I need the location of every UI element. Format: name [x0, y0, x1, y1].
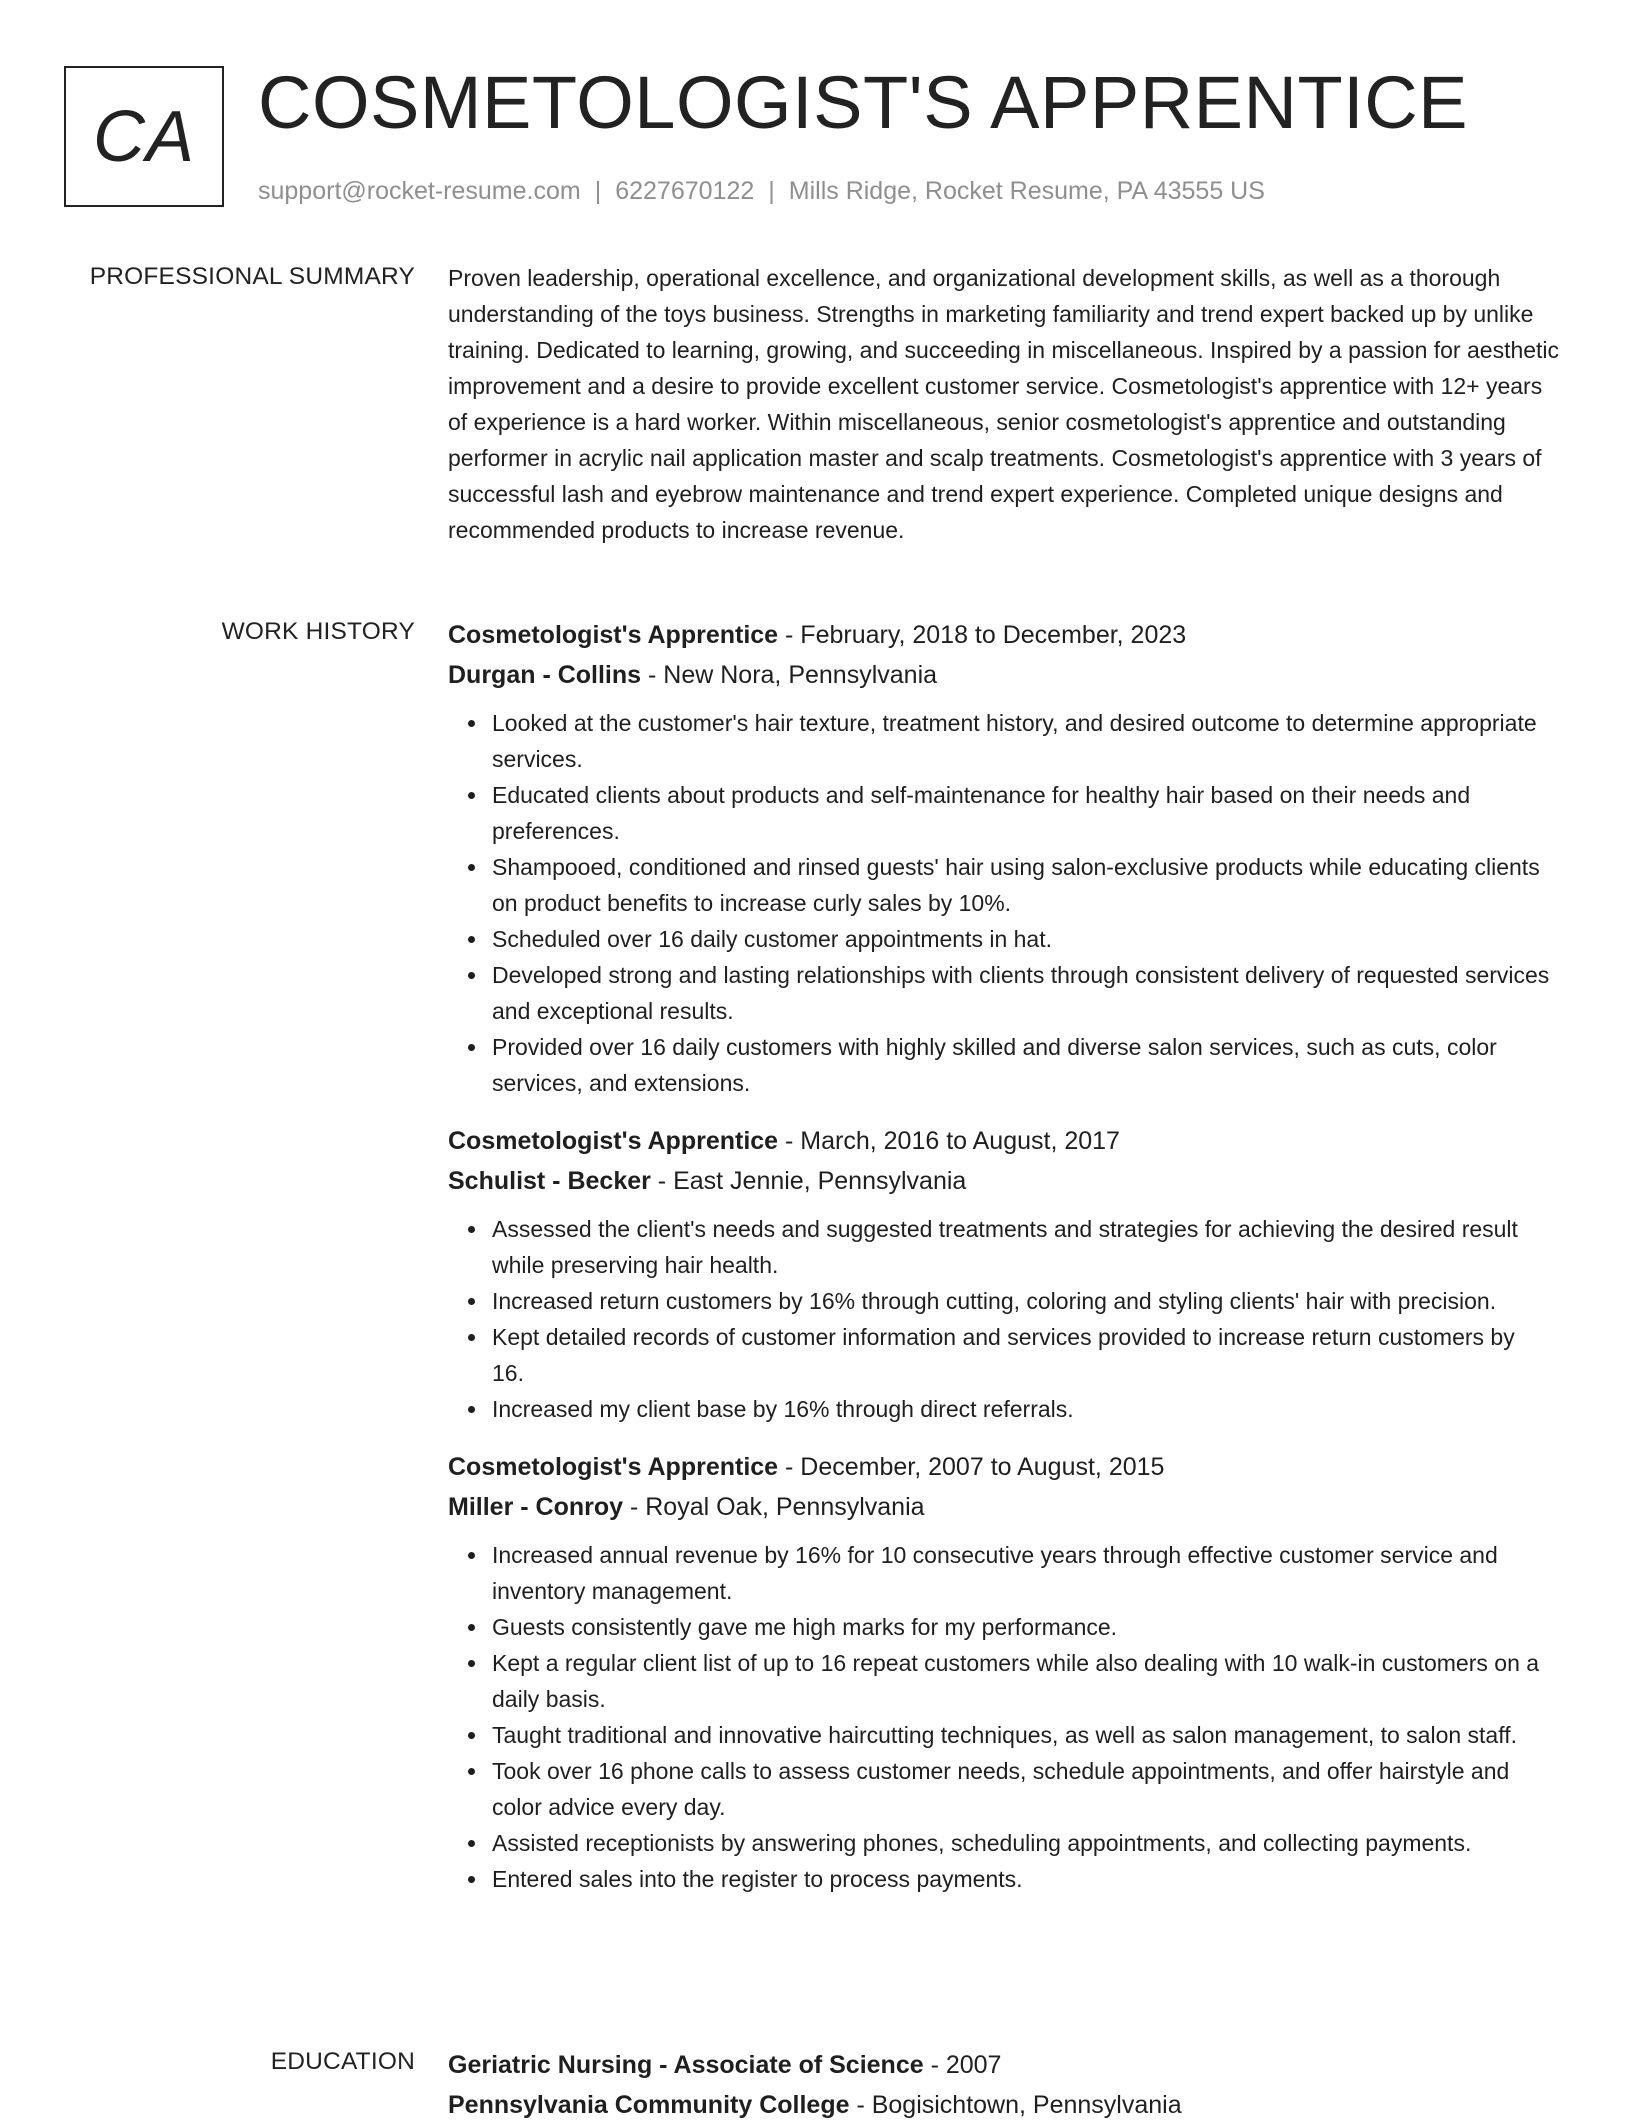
job-bullet: Shampooed, conditioned and rinsed guests' hair using salon-exclusive products while educating clients on product benefits to increase curly sales by 10%. [492, 849, 1560, 921]
summary-text: Proven leadership, operational excellence, and organizational development skills, as well as a thorough understanding of the toys business. Strengths in marketing familiarity and trend expert backed up by unlike training. Dedicated to learning, growing, and succeeding in miscellaneous. Inspired by a passion for aesthetic improvement and a desire to provide excellent customer service. Cosmetologist's apprentice with 12+ years of experience is a hard worker. Within miscellaneous, senior cosmetologist's apprentice and outstanding performer in acrylic nail application master and scalp treatments. Cosmetologist's apprentice with 3 years of successful lash and eyebrow maintenance and trend expert experience. Completed unique designs and recommended products to increase revenue. [448, 265, 1560, 543]
contact-separator: | [594, 177, 602, 205]
job-bullet: Assessed the client's needs and suggested treatments and strategies for achieving the desired result while preserving hair health. [492, 1211, 1560, 1283]
job-bullet: Increased return customers by 16% through cutting, coloring and styling clients' hair with precision. [492, 1283, 1560, 1319]
job-bullet: Assisted receptionists by answering phones, scheduling appointments, and collecting payments. [492, 1825, 1560, 1861]
job-bullet-list [448, 1211, 1560, 1427]
monogram-box [64, 66, 224, 207]
job-company-line [448, 655, 1560, 695]
job-title-line [448, 1447, 1560, 1487]
education-degree: Geriatric Nursing - Associate of Science [448, 2051, 924, 2079]
job-location: - New Nora, Pennsylvania [641, 661, 938, 689]
job-company: Schulist - Becker [448, 1167, 651, 1195]
contact-line [258, 175, 1265, 207]
job-bullet: Provided over 16 daily customers with highly skilled and diverse salon services, such as cuts, color services, and extensions. [492, 1029, 1560, 1101]
job-title-line [448, 615, 1560, 655]
job-bullet: Educated clients about products and self-maintenance for healthy hair based on their needs and preferences. [492, 777, 1560, 849]
job-title: Cosmetologist's Apprentice [448, 621, 779, 649]
education-location: - Bogisichtown, Pennsylvania [849, 2091, 1182, 2119]
job-bullet: Taught traditional and innovative haircutting techniques, as well as salon management, to salon staff. [492, 1717, 1560, 1753]
job-location: - Royal Oak, Pennsylvania [623, 1493, 925, 1521]
job-bullet: Took over 16 phone calls to assess customer needs, schedule appointments, and offer hairstyle and color advice every day. [492, 1753, 1560, 1825]
job-title: Cosmetologist's Apprentice [448, 1127, 779, 1155]
job-dates: - December, 2007 to August, 2015 [778, 1453, 1165, 1481]
job-bullet: Kept detailed records of customer information and services provided to increase return customers by 16. [492, 1319, 1560, 1391]
section-label-education: EDUCATION [270, 2048, 415, 2075]
job-bullet-list [448, 705, 1560, 1101]
contact-address: Mills Ridge, Rocket Resume, PA 43555 US [788, 177, 1265, 205]
job-company: Miller - Conroy [448, 1493, 624, 1521]
job-company-line [448, 1161, 1560, 1201]
section-label-summary: PROFESSIONAL SUMMARY [89, 263, 415, 290]
job-title: Cosmetologist's Apprentice [448, 1453, 779, 1481]
job-bullet: Scheduled over 16 daily customer appointments in hat. [492, 921, 1560, 957]
section-label-work-history: WORK HISTORY [221, 618, 415, 645]
job-entry [448, 1121, 1560, 1427]
education-school: Pennsylvania Community College [448, 2091, 850, 2119]
job-bullet: Guests consistently gave me high marks for my performance. [492, 1609, 1560, 1645]
job-company-line [448, 1487, 1560, 1527]
job-dates: - March, 2016 to August, 2017 [778, 1127, 1120, 1155]
job-location: - East Jennie, Pennsylvania [650, 1167, 967, 1195]
education-year: - 2007 [923, 2051, 1002, 2079]
education-degree-line [448, 2045, 1560, 2085]
job-entry [448, 615, 1560, 1101]
work-history-body [448, 615, 1560, 1917]
job-bullet: Entered sales into the register to process payments. [492, 1861, 1560, 1897]
job-bullet-list [448, 1537, 1560, 1897]
job-company: Durgan - Collins [448, 661, 642, 689]
job-entry [448, 1447, 1560, 1897]
education-school-line [448, 2085, 1560, 2125]
contact-phone: 6227670122 [615, 177, 755, 205]
resume-name: COSMETOLOGIST'S APPRENTICE [258, 61, 1469, 144]
education-body [448, 2045, 1560, 2125]
contact-email: support@rocket-resume.com [258, 177, 581, 205]
job-title-line [448, 1121, 1560, 1161]
job-bullet: Developed strong and lasting relationships with clients through consistent delivery of requested services and exceptional results. [492, 957, 1560, 1029]
summary-body [448, 260, 1560, 548]
job-bullet: Kept a regular client list of up to 16 repeat customers while also dealing with 10 walk-in customers on a daily basis. [492, 1645, 1560, 1717]
job-bullet: Increased my client base by 16% through direct referrals. [492, 1391, 1560, 1427]
contact-separator: | [768, 177, 775, 205]
job-dates: - February, 2018 to December, 2023 [778, 621, 1187, 649]
monogram-initials: CA [92, 96, 196, 177]
job-bullet: Increased annual revenue by 16% for 10 consecutive years through effective customer service and inventory management. [492, 1537, 1560, 1609]
job-bullet: Looked at the customer's hair texture, treatment history, and desired outcome to determine appropriate services. [492, 705, 1560, 777]
